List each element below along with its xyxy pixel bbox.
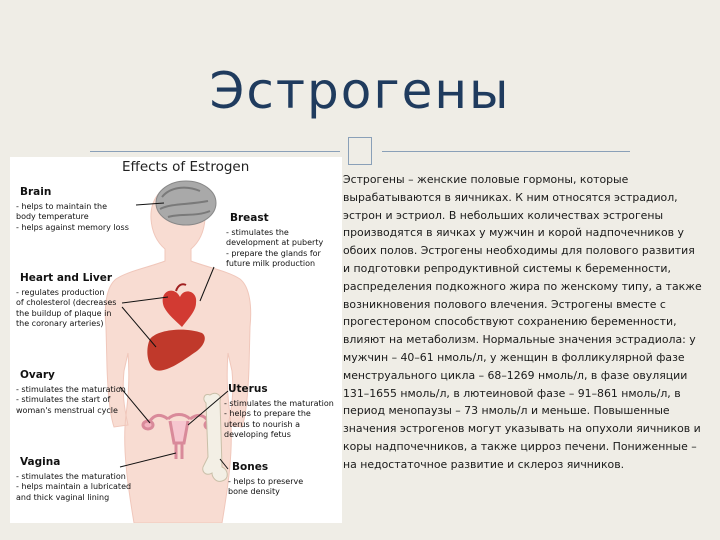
uterus-label: Uterus <box>228 383 268 395</box>
ovary-label: Ovary <box>20 369 55 381</box>
breast-label: Breast <box>230 212 269 224</box>
brain-label: Brain <box>20 186 52 198</box>
body-paragraph: Эстрогены – женские половые гормоны, которые вырабатываются в яичниках. К ним относятся эстрадиол, эстрон и эстриол. В небольших количествах эстрогены производятся в яичках у мужчин и корой надпочечников у обоих полов. Эстрогены необходимы для полового развития и подготовки репродуктивной системы к беременности, распределения подкожного жира по женскому типу, а также возникновения полового влечения. Эстрогены вместе с прогестероном способствуют сохранению беременности, влияют на метаболизм. Нормальные значения эстрадиола: у мужчин – 40–61 нмоль/л, у женщин в фолликулярной фазе менструального цикла – 68–1269 нмоль/л, в фазе овуляции 131–1655 нмоль/л, в лютеиновой фазе – 91–861 нмоль/л, в период менопаузы – 73 нмоль/л и меньше. Повышенные значения эстрогенов могут указывать на опухоли яичников и коры надпочечников, а также цирроз печени. Пониженные – на недостаточное развитие и склероз яичников. <box>343 173 702 471</box>
brain-icon <box>156 181 216 225</box>
heart-liver-label: Heart and Liver <box>20 272 113 284</box>
title-divider-left <box>90 151 340 152</box>
uterus-description: - stimulates the maturation - helps to prepare the uterus to nourish a developing fetus <box>224 399 334 440</box>
heart-liver-description: - regulates production of cholesterol (decreases the buildup of plaque in the coronary arteries) <box>16 288 117 329</box>
ovary-description: - stimulates the maturation - stimulates the start of woman's menstrual cycle <box>16 385 126 415</box>
vagina-description: - stimulates the maturation - helps maintain a lubricated and thick vaginal lining <box>16 472 132 502</box>
estrogen-effects-figure <box>10 157 342 523</box>
figure-title: Effects of Estrogen <box>122 159 250 175</box>
title-divider-right <box>382 151 630 152</box>
bones-description: - helps to preserve bone density <box>228 477 304 497</box>
bones-label: Bones <box>232 461 269 473</box>
breast-description: - stimulates the development at puberty - prepare the glands for future milk production <box>226 228 324 269</box>
divider-ornament-icon <box>348 137 372 165</box>
slide-title: Эстрогены <box>209 62 511 120</box>
brain-description: - helps to maintain the body temperature - helps against memory loss <box>16 202 129 232</box>
vagina-label: Vagina <box>20 456 61 468</box>
